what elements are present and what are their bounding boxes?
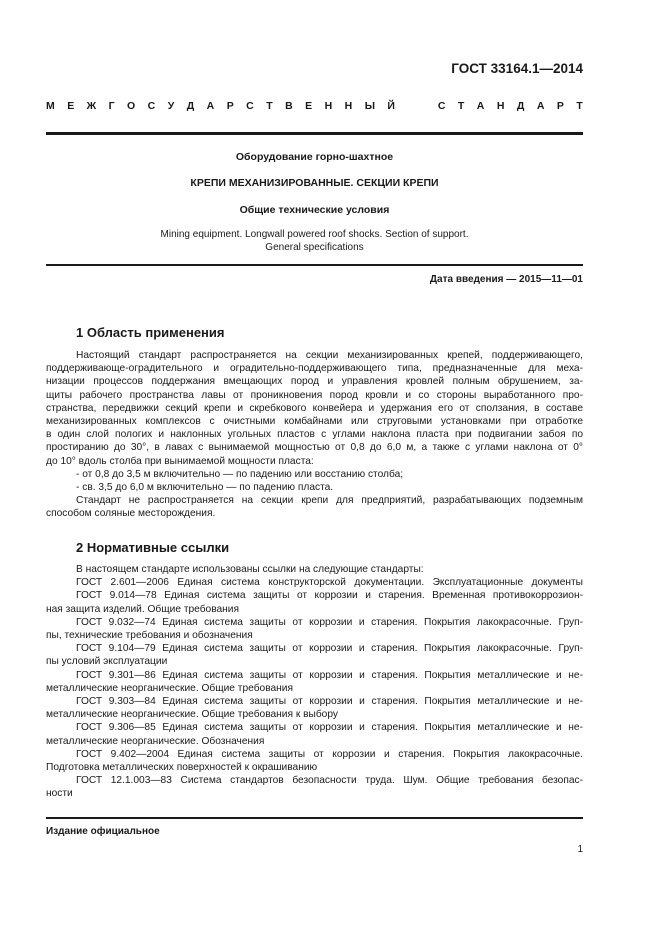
text-line: поддерживающе-оградительного и оградительно-поддерживающего типа, предназначенные для меха- <box>46 363 583 375</box>
header-letter: Т <box>457 100 465 112</box>
header-letter: Й <box>387 100 395 112</box>
header-letter: Р <box>556 100 564 112</box>
reference-line: ГОСТ 2.601—2006 Единая система конструкторской документации. Эксплуатационные документы <box>76 577 583 589</box>
header-letter: М <box>46 100 55 112</box>
header-letter: Н <box>344 100 353 112</box>
subtitle: Общие технические условия <box>239 204 390 216</box>
header-letter: А <box>206 100 215 112</box>
header-letter: Н <box>496 100 505 112</box>
header-letter: Е <box>67 100 75 112</box>
reference-line: металлические неорганические. Общие требования <box>46 682 293 694</box>
text-line: Стандарт не распространяется на секции крепи для предприятий, разрабатывающих подземным <box>76 495 583 507</box>
header-letter: Ы <box>364 100 375 112</box>
header-letter: Т <box>266 100 273 112</box>
reference-line: ГОСТ 9.402—2004 Единая система защиты от коррозии и старения. Покрытия лакокрасочные. <box>76 748 583 760</box>
list-item: - св. 3,5 до 6,0 м включительно — по падению пласта. <box>76 482 334 493</box>
header-letter: А <box>536 100 545 112</box>
word-gap <box>407 99 425 113</box>
official-edition-label: Издание официальное <box>46 826 160 837</box>
header-letter: В <box>285 100 293 112</box>
text-line: способом соляные месторождения. <box>46 508 216 520</box>
text-line: щиты рабочего пространства лавы от проникновения пород кровли и со стороны выработанного про- <box>46 389 583 401</box>
text-line: простиранию до 30°, в лавах с вынимаемой мощностью от 0,8 до 6,0 м, а также с углами наклона от 0° <box>46 442 583 454</box>
text-line: в один слой пологих и наклонных угольных пластов с углами наклона пласта при подвигании забоя по <box>46 429 583 441</box>
interstate-standard-header <box>46 99 583 113</box>
text-line: странства, передвижки секций крепи и скребкового конвейера и удержания его от сползания, в составе <box>46 402 583 414</box>
text-line: В настоящем стандарте использованы ссылки на следующие стандарты: <box>76 564 424 575</box>
reference-line: ГОСТ 9.301—86 Единая система защиты от коррозии и старения. Покрытия металлические и не- <box>76 669 583 681</box>
text-line: Настоящий стандарт распространяется на секции механизированных крепей, поддерживающего, <box>76 350 583 361</box>
reference-line: ГОСТ 12.1.003—83 Система стандартов безопасности труда. Шум. Общие требования безопас- <box>76 775 583 787</box>
reference-line: ности <box>46 788 73 800</box>
introduction-date: Дата введения — 2015—11—01 <box>429 274 583 285</box>
list-item: - от 0,8 до 3,5 м включительно — по падению или восстанию столба; <box>76 468 404 480</box>
header-letter: Д <box>186 100 195 112</box>
title-block-rule <box>46 264 583 266</box>
text-line: механизированных комплексов с очистными комбайнами или струговыми установками при отработке <box>46 416 583 427</box>
header-letter: У <box>167 100 175 112</box>
header-letter: А <box>476 100 485 112</box>
header-letter: Т <box>576 100 583 112</box>
standard-number: ГОСТ 33164.1—2014 <box>451 61 583 76</box>
header-letter: Д <box>516 100 525 112</box>
header-letter: О <box>127 100 136 112</box>
header-letter: Р <box>226 100 234 112</box>
text-line: до 10° вдоль столба при вынимаемой мощности пласта: <box>46 455 314 467</box>
text-line: низации процессов поддержания вмещающих пород и управления кровлей полным обрушением, за- <box>46 376 583 388</box>
header-letter: С <box>246 100 254 112</box>
reference-line: пы, технические требования и обозначения <box>46 630 253 641</box>
english-title-line-1: Mining equipment. Longwall powered roof shocks. Section of support. <box>160 229 469 240</box>
reference-line: ГОСТ 9.014—78 Единая система защиты от коррозии и старения. Временная противокоррозион- <box>76 590 583 602</box>
subject-line: Оборудование горно-шахтное <box>235 151 394 163</box>
reference-line: Подготовка металлических поверхностей к окрашиванию <box>46 762 318 773</box>
page-number: 1 <box>577 844 583 855</box>
english-title-line-2: General specifications <box>265 242 364 253</box>
footer-rule <box>46 817 583 819</box>
section-2-heading: 2 Нормативные ссылки <box>76 540 230 555</box>
reference-line: металлические неорганические. Обозначения <box>46 735 265 747</box>
reference-line: ная защита изделий. Общие требования <box>46 603 239 615</box>
header-rule <box>46 132 583 135</box>
header-letter: Н <box>324 100 333 112</box>
header-letter: Е <box>305 100 313 112</box>
reference-line: ГОСТ 9.303—84 Единая система защиты от коррозии и старения. Покрытия металлические и не- <box>76 696 583 707</box>
header-letter: Г <box>108 100 115 112</box>
header-letter: С <box>147 100 156 112</box>
header-letter: С <box>437 100 446 112</box>
reference-line: металлические неорганические. Общие требования к выбору <box>46 709 338 721</box>
header-letter: Ж <box>86 100 97 112</box>
section-1-heading: 1 Область применения <box>76 325 225 340</box>
reference-line: пы условий эксплуатации <box>46 656 168 668</box>
reference-line: ГОСТ 9.306—85 Единая система защиты от коррозии и старения. Покрытия металлические и не- <box>76 722 583 734</box>
reference-line: ГОСТ 9.032—74 Единая система защиты от коррозии и старения. Покрытия лакокрасочные. Груп- <box>76 616 583 628</box>
reference-line: ГОСТ 9.104—79 Единая система защиты от коррозии и старения. Покрытия лакокрасочные. Груп- <box>76 643 583 655</box>
main-title: КРЕПИ МЕХАНИЗИРОВАННЫЕ. СЕКЦИИ КРЕПИ <box>190 177 439 189</box>
